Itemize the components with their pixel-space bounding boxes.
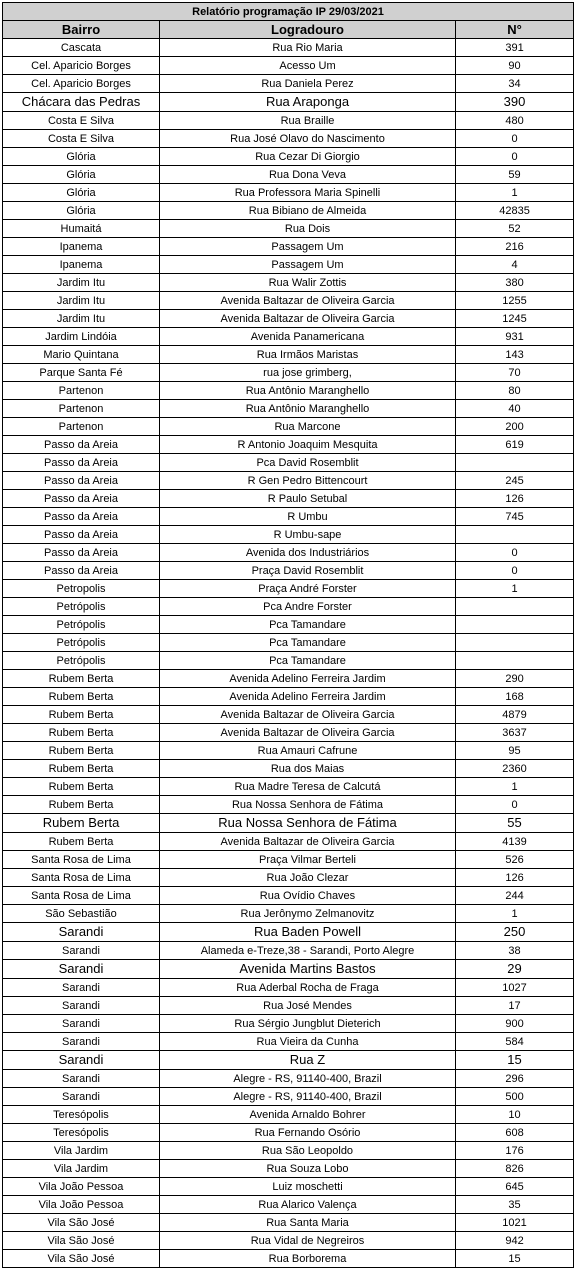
- table-row: [3, 1124, 574, 1142]
- cell-bairro: Mario Quintana: [3, 346, 160, 364]
- cell-numero: 931: [456, 328, 574, 346]
- cell-bairro: Petrópolis: [3, 652, 160, 670]
- cell-logradouro: Rua Cezar Di Giorgio: [160, 148, 456, 166]
- cell-numero: 59: [456, 166, 574, 184]
- table-row: [3, 1160, 574, 1178]
- cell-logradouro: Rua Walir Zottis: [160, 274, 456, 292]
- table-row: [3, 580, 574, 598]
- cell-numero: 608: [456, 1124, 574, 1142]
- table-row: [3, 833, 574, 851]
- cell-logradouro: Avenida Baltazar de Oliveira Garcia: [160, 706, 456, 724]
- cell-numero: 143: [456, 346, 574, 364]
- cell-bairro: São Sebastião: [3, 905, 160, 923]
- cell-numero: [456, 454, 574, 472]
- cell-bairro: Vila São José: [3, 1232, 160, 1250]
- table-row: [3, 997, 574, 1015]
- cell-logradouro: Rua Madre Teresa de Calcutá: [160, 778, 456, 796]
- cell-numero: 480: [456, 112, 574, 130]
- cell-logradouro: Avenida Adelino Ferreira Jardim: [160, 688, 456, 706]
- cell-numero: 1255: [456, 292, 574, 310]
- table-row: [3, 688, 574, 706]
- cell-bairro: Passo da Areia: [3, 544, 160, 562]
- table-row: [3, 1051, 574, 1070]
- table-row: [3, 454, 574, 472]
- cell-logradouro: Rua Borborema: [160, 1250, 456, 1268]
- cell-numero: 380: [456, 274, 574, 292]
- cell-bairro: Rubem Berta: [3, 670, 160, 688]
- table-row: [3, 724, 574, 742]
- cell-numero: 15: [456, 1051, 574, 1070]
- cell-logradouro: Rua Nossa Senhora de Fátima: [160, 814, 456, 833]
- cell-numero: 4139: [456, 833, 574, 851]
- table-row: [3, 508, 574, 526]
- cell-bairro: Jardim Itu: [3, 292, 160, 310]
- table-row: [3, 851, 574, 869]
- cell-logradouro: Rua Araponga: [160, 93, 456, 112]
- table-row: [3, 706, 574, 724]
- cell-bairro: Teresópolis: [3, 1124, 160, 1142]
- table-row: [3, 979, 574, 997]
- cell-logradouro: Alameda e-Treze,38 - Sarandi, Porto Alegre: [160, 942, 456, 960]
- cell-bairro: Jardim Itu: [3, 310, 160, 328]
- cell-bairro: Sarandi: [3, 1051, 160, 1070]
- cell-numero: [456, 652, 574, 670]
- table-row: [3, 1088, 574, 1106]
- cell-logradouro: Pca Tamandare: [160, 616, 456, 634]
- cell-numero: 745: [456, 508, 574, 526]
- cell-numero: 645: [456, 1178, 574, 1196]
- cell-bairro: Cascata: [3, 39, 160, 57]
- table-row: [3, 490, 574, 508]
- cell-logradouro: R Antonio Joaquim Mesquita: [160, 436, 456, 454]
- table-row: [3, 418, 574, 436]
- cell-numero: 250: [456, 923, 574, 942]
- table-row: [3, 274, 574, 292]
- cell-logradouro: R Umbu-sape: [160, 526, 456, 544]
- cell-bairro: Passo da Areia: [3, 562, 160, 580]
- cell-bairro: Vila Jardim: [3, 1160, 160, 1178]
- column-header-bairro: Bairro: [3, 21, 160, 39]
- cell-logradouro: Acesso Um: [160, 57, 456, 75]
- cell-numero: 4879: [456, 706, 574, 724]
- table-row: [3, 238, 574, 256]
- cell-bairro: Passo da Areia: [3, 472, 160, 490]
- column-header-numero: N°: [456, 21, 574, 39]
- cell-numero: 0: [456, 130, 574, 148]
- cell-logradouro: Rua Nossa Senhora de Fátima: [160, 796, 456, 814]
- table-row: [3, 814, 574, 833]
- column-header-logradouro: Logradouro: [160, 21, 456, 39]
- cell-numero: 80: [456, 382, 574, 400]
- cell-logradouro: Rua Jerônymo Zelmanovitz: [160, 905, 456, 923]
- cell-bairro: Sarandi: [3, 1015, 160, 1033]
- cell-logradouro: Rua Rio Maria: [160, 39, 456, 57]
- cell-logradouro: Praça Vilmar Berteli: [160, 851, 456, 869]
- cell-bairro: Sarandi: [3, 1070, 160, 1088]
- cell-bairro: Petropolis: [3, 580, 160, 598]
- cell-bairro: Jardim Itu: [3, 274, 160, 292]
- table-row: [3, 292, 574, 310]
- cell-logradouro: Rua Vidal de Negreiros: [160, 1232, 456, 1250]
- cell-bairro: Costa E Silva: [3, 112, 160, 130]
- cell-numero: 2360: [456, 760, 574, 778]
- cell-bairro: Petrópolis: [3, 598, 160, 616]
- report-title: Relatório programação IP 29/03/2021: [3, 3, 574, 21]
- cell-numero: 900: [456, 1015, 574, 1033]
- table-row: [3, 960, 574, 979]
- cell-bairro: Santa Rosa de Lima: [3, 869, 160, 887]
- table-row: [3, 652, 574, 670]
- cell-numero: 1: [456, 184, 574, 202]
- table-row: [3, 202, 574, 220]
- cell-logradouro: Avenida Baltazar de Oliveira Garcia: [160, 292, 456, 310]
- cell-logradouro: Alegre - RS, 91140-400, Brazil: [160, 1070, 456, 1088]
- cell-logradouro: Rua Z: [160, 1051, 456, 1070]
- cell-logradouro: Rua Souza Lobo: [160, 1160, 456, 1178]
- cell-numero: 391: [456, 39, 574, 57]
- table-row: [3, 1142, 574, 1160]
- cell-bairro: Rubem Berta: [3, 778, 160, 796]
- cell-numero: 619: [456, 436, 574, 454]
- cell-bairro: Rubem Berta: [3, 706, 160, 724]
- table-row: [3, 310, 574, 328]
- cell-logradouro: R Gen Pedro Bittencourt: [160, 472, 456, 490]
- table-row: [3, 670, 574, 688]
- table-row: [3, 760, 574, 778]
- cell-logradouro: Rua José Mendes: [160, 997, 456, 1015]
- cell-numero: 826: [456, 1160, 574, 1178]
- cell-numero: 42835: [456, 202, 574, 220]
- cell-bairro: Passo da Areia: [3, 526, 160, 544]
- cell-logradouro: Rua João Clezar: [160, 869, 456, 887]
- cell-logradouro: Pca David Rosemblit: [160, 454, 456, 472]
- table-row: [3, 220, 574, 238]
- cell-bairro: Glória: [3, 166, 160, 184]
- table-row: [3, 57, 574, 75]
- cell-logradouro: Avenida Baltazar de Oliveira Garcia: [160, 724, 456, 742]
- cell-logradouro: Pca Tamandare: [160, 634, 456, 652]
- cell-bairro: Partenon: [3, 418, 160, 436]
- cell-bairro: Glória: [3, 202, 160, 220]
- table-row: [3, 562, 574, 580]
- cell-numero: 1021: [456, 1214, 574, 1232]
- cell-bairro: Rubem Berta: [3, 742, 160, 760]
- cell-numero: 1: [456, 778, 574, 796]
- table-row: [3, 39, 574, 57]
- table-row: [3, 112, 574, 130]
- table-row: [3, 148, 574, 166]
- table-row: [3, 1232, 574, 1250]
- cell-logradouro: Rua Irmãos Maristas: [160, 346, 456, 364]
- cell-logradouro: Rua dos Maias: [160, 760, 456, 778]
- table-row: [3, 869, 574, 887]
- cell-logradouro: R Paulo Setubal: [160, 490, 456, 508]
- table-row: [3, 1214, 574, 1232]
- cell-logradouro: Rua Sérgio Jungblut Dieterich: [160, 1015, 456, 1033]
- cell-logradouro: Rua Braille: [160, 112, 456, 130]
- table-row: [3, 634, 574, 652]
- cell-logradouro: Rua Antônio Maranghello: [160, 400, 456, 418]
- cell-numero: 70: [456, 364, 574, 382]
- table-row: [3, 184, 574, 202]
- cell-bairro: Glória: [3, 148, 160, 166]
- table-row: [3, 942, 574, 960]
- cell-logradouro: Avenida Baltazar de Oliveira Garcia: [160, 310, 456, 328]
- table-row: [3, 598, 574, 616]
- cell-numero: 90: [456, 57, 574, 75]
- cell-numero: 200: [456, 418, 574, 436]
- table-row: [3, 616, 574, 634]
- cell-numero: 38: [456, 942, 574, 960]
- cell-numero: 17: [456, 997, 574, 1015]
- cell-bairro: Sarandi: [3, 1033, 160, 1051]
- table-row: [3, 905, 574, 923]
- cell-numero: 52: [456, 220, 574, 238]
- cell-bairro: Vila Jardim: [3, 1142, 160, 1160]
- table-row: [3, 1106, 574, 1124]
- table-row: [3, 1178, 574, 1196]
- cell-bairro: Chácara das Pedras: [3, 93, 160, 112]
- table-row: [3, 1070, 574, 1088]
- table-row: [3, 778, 574, 796]
- cell-numero: 126: [456, 490, 574, 508]
- cell-numero: 526: [456, 851, 574, 869]
- cell-logradouro: Passagem Um: [160, 256, 456, 274]
- cell-logradouro: Avenida Baltazar de Oliveira Garcia: [160, 833, 456, 851]
- cell-logradouro: Rua São Leopoldo: [160, 1142, 456, 1160]
- cell-logradouro: Rua Santa Maria: [160, 1214, 456, 1232]
- cell-logradouro: Avenida dos Industriários: [160, 544, 456, 562]
- cell-bairro: Ipanema: [3, 238, 160, 256]
- cell-bairro: Ipanema: [3, 256, 160, 274]
- cell-bairro: Costa E Silva: [3, 130, 160, 148]
- cell-logradouro: Rua Alarico Valença: [160, 1196, 456, 1214]
- cell-logradouro: Praça André Forster: [160, 580, 456, 598]
- table-row: [3, 472, 574, 490]
- cell-bairro: Passo da Areia: [3, 490, 160, 508]
- cell-numero: [456, 616, 574, 634]
- table-row: [3, 1196, 574, 1214]
- cell-bairro: Santa Rosa de Lima: [3, 887, 160, 905]
- cell-numero: 35: [456, 1196, 574, 1214]
- cell-numero: 244: [456, 887, 574, 905]
- cell-bairro: Rubem Berta: [3, 814, 160, 833]
- cell-bairro: Teresópolis: [3, 1106, 160, 1124]
- table-row: [3, 346, 574, 364]
- table-row: [3, 742, 574, 760]
- cell-bairro: Vila São José: [3, 1250, 160, 1268]
- table-row: [3, 526, 574, 544]
- cell-bairro: Vila João Pessoa: [3, 1178, 160, 1196]
- cell-bairro: Passo da Areia: [3, 436, 160, 454]
- cell-numero: 584: [456, 1033, 574, 1051]
- cell-numero: 4: [456, 256, 574, 274]
- cell-bairro: Sarandi: [3, 923, 160, 942]
- cell-numero: 0: [456, 544, 574, 562]
- cell-bairro: Rubem Berta: [3, 760, 160, 778]
- cell-numero: 34: [456, 75, 574, 93]
- cell-bairro: Passo da Areia: [3, 454, 160, 472]
- cell-logradouro: Rua Ovídio Chaves: [160, 887, 456, 905]
- cell-bairro: Rubem Berta: [3, 688, 160, 706]
- cell-bairro: Rubem Berta: [3, 796, 160, 814]
- cell-logradouro: Rua Baden Powell: [160, 923, 456, 942]
- table-row: [3, 166, 574, 184]
- cell-logradouro: Rua Dona Veva: [160, 166, 456, 184]
- cell-logradouro: Rua Aderbal Rocha de Fraga: [160, 979, 456, 997]
- cell-bairro: Vila João Pessoa: [3, 1196, 160, 1214]
- cell-bairro: Parque Santa Fé: [3, 364, 160, 382]
- cell-bairro: Sarandi: [3, 979, 160, 997]
- cell-logradouro: Rua Professora Maria Spinelli: [160, 184, 456, 202]
- cell-numero: 1027: [456, 979, 574, 997]
- cell-logradouro: R Umbu: [160, 508, 456, 526]
- cell-bairro: Petrópolis: [3, 634, 160, 652]
- cell-bairro: Rubem Berta: [3, 833, 160, 851]
- table-row: [3, 436, 574, 454]
- cell-numero: [456, 634, 574, 652]
- cell-logradouro: Avenida Adelino Ferreira Jardim: [160, 670, 456, 688]
- header-row: [3, 21, 574, 39]
- cell-logradouro: Rua Dois: [160, 220, 456, 238]
- cell-numero: 390: [456, 93, 574, 112]
- cell-numero: 3637: [456, 724, 574, 742]
- cell-bairro: Jardim Lindóia: [3, 328, 160, 346]
- table-row: [3, 1015, 574, 1033]
- cell-numero: 942: [456, 1232, 574, 1250]
- cell-numero: 10: [456, 1106, 574, 1124]
- cell-numero: 168: [456, 688, 574, 706]
- cell-bairro: Sarandi: [3, 960, 160, 979]
- cell-logradouro: Rua Daniela Perez: [160, 75, 456, 93]
- cell-logradouro: Alegre - RS, 91140-400, Brazil: [160, 1088, 456, 1106]
- cell-bairro: Sarandi: [3, 942, 160, 960]
- table-row: [3, 887, 574, 905]
- cell-numero: [456, 526, 574, 544]
- table-row: [3, 796, 574, 814]
- cell-numero: 500: [456, 1088, 574, 1106]
- cell-numero: 126: [456, 869, 574, 887]
- table-row: [3, 130, 574, 148]
- cell-logradouro: Rua Antônio Maranghello: [160, 382, 456, 400]
- cell-bairro: Partenon: [3, 382, 160, 400]
- cell-numero: 0: [456, 562, 574, 580]
- cell-logradouro: Avenida Panamericana: [160, 328, 456, 346]
- cell-numero: 0: [456, 148, 574, 166]
- cell-logradouro: Avenida Martins Bastos: [160, 960, 456, 979]
- cell-logradouro: Pca Tamandare: [160, 652, 456, 670]
- cell-numero: 1245: [456, 310, 574, 328]
- table-row: [3, 1250, 574, 1268]
- cell-numero: 29: [456, 960, 574, 979]
- cell-bairro: Cel. Aparicio Borges: [3, 57, 160, 75]
- table-body: [3, 39, 574, 1268]
- table-row: [3, 1033, 574, 1051]
- report-table: [2, 2, 574, 1268]
- table-row: [3, 400, 574, 418]
- table-row: [3, 382, 574, 400]
- cell-bairro: Vila São José: [3, 1214, 160, 1232]
- cell-bairro: Passo da Areia: [3, 508, 160, 526]
- cell-numero: 95: [456, 742, 574, 760]
- cell-logradouro: Passagem Um: [160, 238, 456, 256]
- cell-logradouro: Avenida Arnaldo Bohrer: [160, 1106, 456, 1124]
- cell-numero: [456, 598, 574, 616]
- cell-numero: 245: [456, 472, 574, 490]
- cell-bairro: Sarandi: [3, 1088, 160, 1106]
- cell-bairro: Humaitá: [3, 220, 160, 238]
- cell-logradouro: Rua Amauri Cafrune: [160, 742, 456, 760]
- cell-numero: 290: [456, 670, 574, 688]
- table-row: [3, 256, 574, 274]
- cell-bairro: Partenon: [3, 400, 160, 418]
- table-row: [3, 364, 574, 382]
- cell-logradouro: Pca Andre Forster: [160, 598, 456, 616]
- cell-bairro: Glória: [3, 184, 160, 202]
- table-row: [3, 75, 574, 93]
- cell-logradouro: Rua Bibiano de Almeida: [160, 202, 456, 220]
- cell-numero: 216: [456, 238, 574, 256]
- cell-logradouro: Luiz moschetti: [160, 1178, 456, 1196]
- cell-logradouro: Rua Fernando Osório: [160, 1124, 456, 1142]
- cell-bairro: Santa Rosa de Lima: [3, 851, 160, 869]
- cell-logradouro: Rua Vieira da Cunha: [160, 1033, 456, 1051]
- cell-bairro: Cel. Aparicio Borges: [3, 75, 160, 93]
- cell-logradouro: rua jose grimberg,: [160, 364, 456, 382]
- cell-numero: 0: [456, 796, 574, 814]
- cell-numero: 15: [456, 1250, 574, 1268]
- cell-logradouro: Praça David Rosemblit: [160, 562, 456, 580]
- cell-bairro: Rubem Berta: [3, 724, 160, 742]
- cell-numero: 176: [456, 1142, 574, 1160]
- cell-numero: 55: [456, 814, 574, 833]
- table-row: [3, 544, 574, 562]
- cell-numero: 1: [456, 905, 574, 923]
- cell-numero: 40: [456, 400, 574, 418]
- table-row: [3, 93, 574, 112]
- cell-logradouro: Rua José Olavo do Nascimento: [160, 130, 456, 148]
- cell-logradouro: Rua Marcone: [160, 418, 456, 436]
- cell-numero: 1: [456, 580, 574, 598]
- table-row: [3, 923, 574, 942]
- cell-bairro: Sarandi: [3, 997, 160, 1015]
- report-title-row: [3, 3, 574, 21]
- cell-bairro: Petrópolis: [3, 616, 160, 634]
- table-row: [3, 328, 574, 346]
- cell-numero: 296: [456, 1070, 574, 1088]
